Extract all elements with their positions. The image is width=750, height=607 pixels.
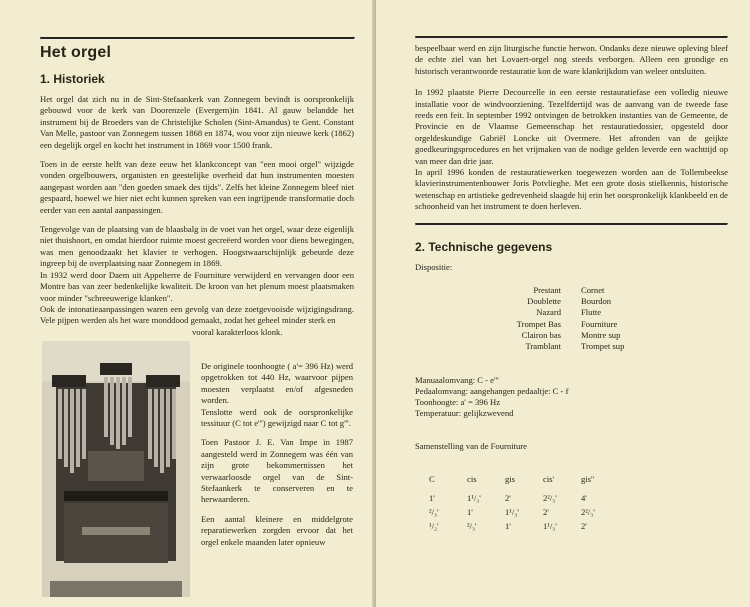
top-rule-right xyxy=(415,36,728,39)
paragraph-9: Een aantal kleinere en middelgrote reparatiewerken zorgden ervoor dat het orgel enkele maanden later opnieuw xyxy=(201,513,353,547)
specs-block xyxy=(415,375,728,420)
fourniture-label: Samenstelling van de Fourniture xyxy=(415,441,527,452)
table-cell: 4' xyxy=(581,492,587,503)
table-header-cell: cis' xyxy=(543,473,555,484)
paragraph-1: Het orgel dat zich nu in de Sint-Stefaankerk van Zonnegem bevindt is oorspronkelijk gebouwd voor de kerk van Doorenzele (Evergem)in 1841. Al gauw belandde het instrument bij de Broeders van de Christelijke Scholen (Sint-Amandus) te Gent. Constant Van Melle, pastoor van Zonnegem tussen 1868 en 1874, wou voor zijn nieuwe kerk (1862) een degelijk orgel en kocht het instrument in 1869 voor 1500 frank. xyxy=(40,94,354,150)
organ-photo xyxy=(42,341,190,597)
pedal-range: Pedaalomvang: aangehangen pedaaltje: C - f xyxy=(415,385,569,396)
table-cell: 1¹/₃' xyxy=(505,506,519,517)
table-row xyxy=(429,519,619,533)
stop-right: Montre sup xyxy=(581,330,621,341)
table-header-cell: gis xyxy=(505,473,516,484)
table-cell: 1' xyxy=(467,506,473,517)
stop-right: Trompet sup xyxy=(581,341,625,352)
table-cell: 2' xyxy=(543,506,549,517)
table-cell: 2²/₃' xyxy=(543,492,557,503)
dispositie-label: Dispositie: xyxy=(415,261,453,272)
stop-right: Fourniture xyxy=(581,318,618,329)
top-rule xyxy=(40,37,355,40)
paragraph-7: Tenslotte werd ook de oorspronkelijke tessituur (C tot e''') gewijzigd naar C tot g'''. xyxy=(201,406,353,429)
fourniture-table xyxy=(429,467,728,533)
table-cell: ²/₃' xyxy=(429,506,439,517)
stop-right: Bourdon xyxy=(581,296,612,307)
page-title: Het orgel xyxy=(40,44,112,61)
paragraph-r1: bespeelbaar werd en zijn liturgische functie herwon. Ondanks deze nieuwe opleving bleef de echte ziel van het Lovaert-orgel nog steeds verborgen. Alleen een grondige en historisch verantwoorde restauratie kon de ware klankrijkdom van weleer ontsluiten. xyxy=(415,43,728,76)
paragraph-6: De originele toonhoogte ( a'= 396 Hz) werd opgetrokken tot 440 Hz, waarvoor pijpen moesten verplaatst en/of afgesneden worden. xyxy=(201,361,353,406)
table-cell: ²/₃' xyxy=(467,520,477,531)
paragraph-r2: In 1992 plaatste Pierre Decourcelle in een eerste restauratiefase een volledig nieuwe installatie voor de windvoorziening. Tezelfdertijd was de aanvang van de tweede fase reeds een feit. In september 1992 ontvingen de betrokken instanties van de Gemeente, de Provincie en de Vlaamse Gemeenschap het restauratiedossier, opgesteld door orgeldeskundige Gabriël Loncke uit Overmere. Het afronden van de geijkte goedkeuringsprocedures en het vrijmaken van de nodige gelden leverde een wachttijd op van meer dan drie jaar. xyxy=(415,87,728,166)
paragraph-3: Tengevolge van de plaatsing van de blaasbalg in de voet van het orgel, waar deze eigenlijk niet thuishoort, en omdat hierdoor ruimte moest gecreëerd worden voor diens bewegingen, was men genoodzaakt het klavier te verhogen. Hoogstwaarschijnlijk gebeurde deze ingreep bij de overplaatsing naar Zonnegem in 1869. xyxy=(40,224,354,269)
stop-left: Tramblant xyxy=(525,341,561,352)
right-page xyxy=(376,0,750,607)
paragraph-4: In 1932 werd door Daem uit Appelterre de Fourniture verwijderd en vervangen door een Montre bas van zeer bedenkelijke kwaliteit. De kroon van het plenum moest plaatsmaken voor minder "schreeuwerige klanken". xyxy=(40,269,354,303)
temperament: Temperatuur: gelijkzwevend xyxy=(415,408,514,419)
stop-right: Cornet xyxy=(581,284,605,295)
table-cell: 2' xyxy=(505,492,511,503)
stop-left: Prestant xyxy=(533,284,561,295)
table-cell: 1¹/₃' xyxy=(543,520,557,531)
stop-left: Clairon bas xyxy=(521,330,561,341)
pitch: Toonhoogte: a' = 396 Hz xyxy=(415,397,501,408)
table-cell: 1¹/₃' xyxy=(467,492,481,503)
stop-left: Nazard xyxy=(536,307,561,318)
organ-image xyxy=(42,341,190,597)
table-row xyxy=(429,491,619,505)
paragraph-2: Toen in de eerste helft van deze eeuw het klankconcept van "een mooi orgel" wijzigde vonden orgelbouwers, organisten en geestelijke overheid dat hun instrumenten moesten aangepast worden aan "den goeden smaek des tijds". Zelfs het kleine Zonnegem bleef niet gespaard, hoewel we hier niet echt kunnen spreken van een ingrijpende transformatie doch eerder van een aantal aanpassingen. xyxy=(40,159,354,215)
manual-range: Manuaalomvang: C - e''' xyxy=(415,374,499,385)
paragraph-5-continued: vooral karakterloos klonk. xyxy=(192,326,283,337)
table-row xyxy=(429,505,619,519)
stop-left: Doublette xyxy=(527,296,561,307)
section-heading-technisch: 2. Technische gegevens xyxy=(415,239,553,254)
section-heading-historiek: 1. Historiek xyxy=(40,72,105,86)
table-cell: 2' xyxy=(581,520,587,531)
table-header-cell: C xyxy=(429,473,435,484)
paragraph-r3: In april 1996 konden de restauratiewerken toegewezen worden aan de Tollembeekse klavierinstrumentenbouwer Joris Potvlieghe. Met een grote dosis stielkennis, historische wetenschap en artistieke gedrevenheid slaagde hij erin het oorspronkelijk klankbeeld en de schoonheid van het instrument te doen herleven. xyxy=(415,167,728,212)
paragraph-5: Ook de intonatieaanpassingen waren een gevolg van deze zoetgevooisde wijzigingsdrang. Vele pijpen werden als het ware monddood gemaakt, zodat het geheel minder sterk en xyxy=(40,303,354,326)
paragraph-8: Toen Pastoor J. E. Van Impe in 1987 aangesteld werd in Zonnegem was één van zijn grote bekommernissen het verwaarloosde orgel van de Sint-Stefaankerk te conserveren en te herwaarderen. xyxy=(201,437,353,505)
table-header-cell: gis'' xyxy=(581,473,595,484)
table-cell: 2²/₃' xyxy=(581,506,595,517)
stop-left: Trompet Bas xyxy=(516,318,561,329)
table-cell: 1' xyxy=(429,492,435,503)
stop-right: Flutte xyxy=(581,307,602,318)
table-header-cell: cis xyxy=(467,473,477,484)
section-rule xyxy=(415,223,728,226)
table-cell: ¹/₂' xyxy=(429,520,439,531)
dispositie-list xyxy=(451,285,728,353)
figure-side-text xyxy=(201,361,353,556)
table-cell: 1' xyxy=(505,520,511,531)
table-header-row xyxy=(429,467,619,491)
